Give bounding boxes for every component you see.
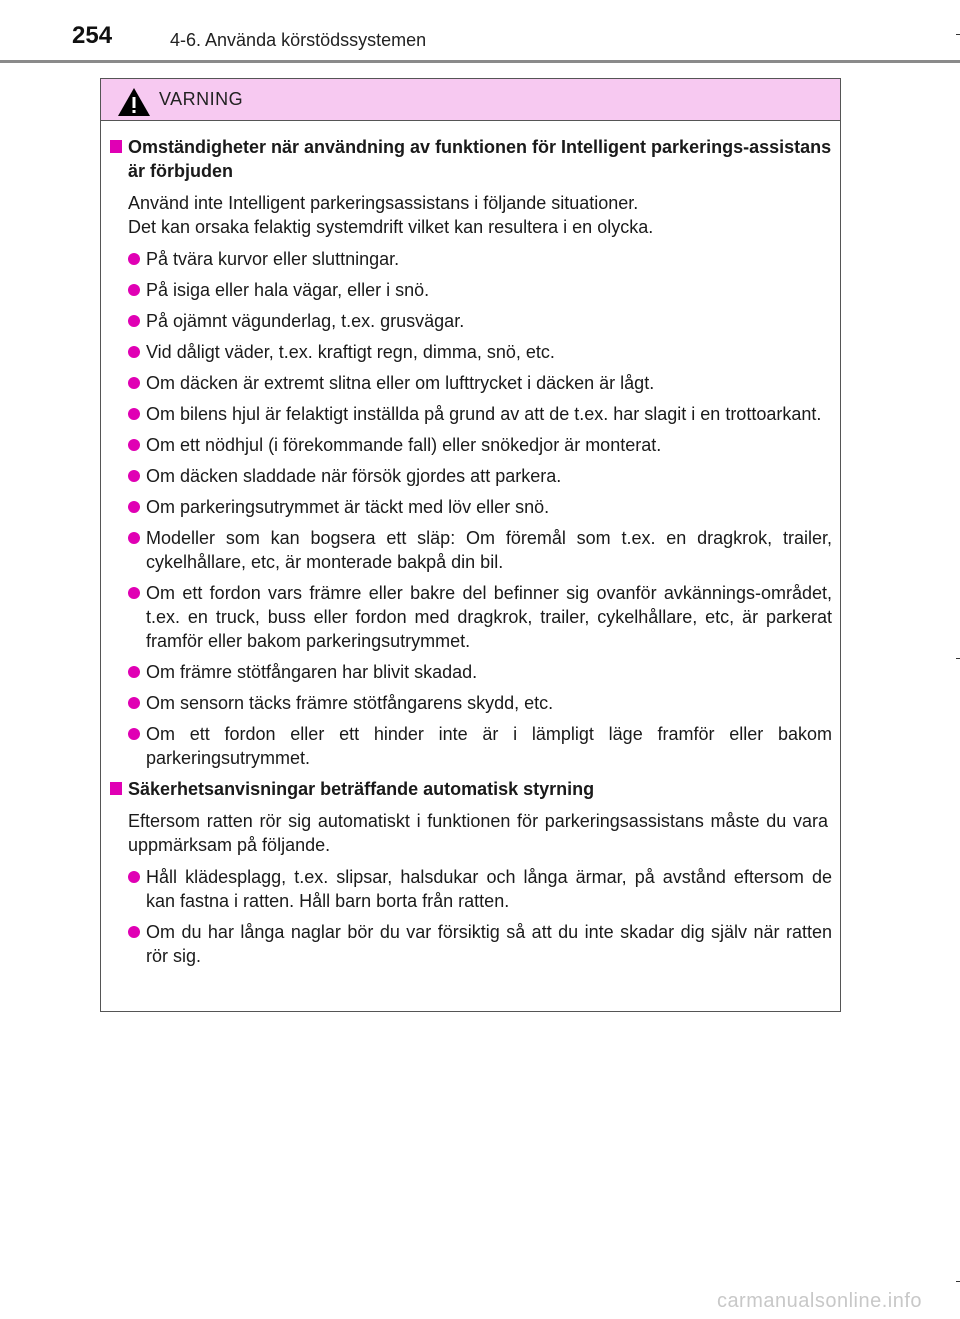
list-item: Om däcken sladdade när försök gjordes att parkera.: [101, 464, 832, 488]
list-item: På tvära kurvor eller sluttningar.: [101, 247, 832, 271]
list-item: På isiga eller hala vägar, eller i snö.: [101, 278, 832, 302]
warning-label: VARNING: [159, 89, 244, 109]
bullet-dot-icon: [128, 346, 140, 358]
paragraph: Det kan orsaka felaktig systemdrift vilket kan resultera i en olycka.: [128, 217, 654, 237]
warning-content: [101, 135, 842, 975]
page-header: [0, 0, 960, 62]
crop-mark: [956, 34, 960, 35]
list-item: Om ett fordon vars främre eller bakre del befinner sig ovanför avkännings-området, t.ex. en truck, buss eller fordon med dragkrok, trailer, cykelhållare, etc, är parkerat framför eller bakom parkeringsutrymmet.: [101, 581, 832, 653]
bullet-dot-icon: [128, 532, 140, 544]
bullet-dot-icon: [128, 470, 140, 482]
bullet-dot-icon: [128, 284, 140, 296]
page-number: 254: [72, 22, 113, 49]
bullet-dot-icon: [128, 871, 140, 883]
header-divider: [0, 60, 960, 63]
list-item: Modeller som kan bogsera ett släp: Om föremål som t.ex. en dragkrok, trailer, cykelhållare, etc, är monterade bakpå din bil.: [101, 526, 832, 574]
bullet-dot-icon: [128, 666, 140, 678]
warning-triangle-icon: [117, 87, 151, 117]
bullet-dot-icon: [128, 408, 140, 420]
bullet-dot-icon: [128, 587, 140, 599]
section-heading: Säkerhetsanvisningar beträffande automatisk styrning: [101, 777, 832, 801]
warning-header: [101, 79, 840, 121]
list-item: Om främre stötfångaren har blivit skadad.: [101, 660, 832, 684]
crop-mark: [956, 658, 960, 659]
bullet-dot-icon: [128, 926, 140, 938]
list-item: Om ett fordon eller ett hinder inte är i lämpligt läge framför eller bakom parkeringsutrymmet.: [101, 722, 832, 770]
paragraph: Eftersom ratten rör sig automatiskt i funktionen för parkeringsassistans måste du vara uppmärksam på följande.: [128, 811, 828, 855]
bullet-dot-icon: [128, 253, 140, 265]
section-heading: Omständigheter när användning av funktionen för Intelligent parkerings-assistans är förbjuden: [101, 135, 832, 183]
bullet-dot-icon: [128, 315, 140, 327]
list-item: På ojämnt vägunderlag, t.ex. grusvägar.: [101, 309, 832, 333]
list-item: Om bilens hjul är felaktigt inställda på grund av att de t.ex. har slagit i en trottoarkant.: [101, 402, 832, 426]
list-item: Håll klädesplagg, t.ex. slipsar, halsdukar och långa ärmar, på avstånd eftersom de kan fastna i ratten. Håll barn borta från ratten.: [101, 865, 832, 913]
paragraph: Använd inte Intelligent parkeringsassistans i följande situationer.: [128, 193, 639, 213]
crop-mark: [956, 1281, 960, 1282]
square-bullet-icon: [110, 782, 122, 795]
watermark: carmanualsonline.info: [716, 1290, 922, 1312]
bullet-dot-icon: [128, 697, 140, 709]
list-item: Om däcken är extremt slitna eller om lufttrycket i däcken är lågt.: [101, 371, 832, 395]
list-item: Om parkeringsutrymmet är täckt med löv eller snö.: [101, 495, 832, 519]
section-title: 4-6. Använda körstödssystemen: [170, 30, 427, 50]
bullet-dot-icon: [128, 439, 140, 451]
list-item: Om ett nödhjul (i förekommande fall) eller snökedjor är monterat.: [101, 433, 832, 457]
square-bullet-icon: [110, 140, 122, 153]
bullet-dot-icon: [128, 501, 140, 513]
warning-box: [100, 78, 841, 1012]
list-item: Om du har långa naglar bör du var försiktig så att du inte skadar dig själv när ratten rör sig.: [101, 920, 832, 968]
list-item: Om sensorn täcks främre stötfångarens skydd, etc.: [101, 691, 832, 715]
bullet-dot-icon: [128, 377, 140, 389]
bullet-dot-icon: [128, 728, 140, 740]
list-item: Vid dåligt väder, t.ex. kraftigt regn, dimma, snö, etc.: [101, 340, 832, 364]
